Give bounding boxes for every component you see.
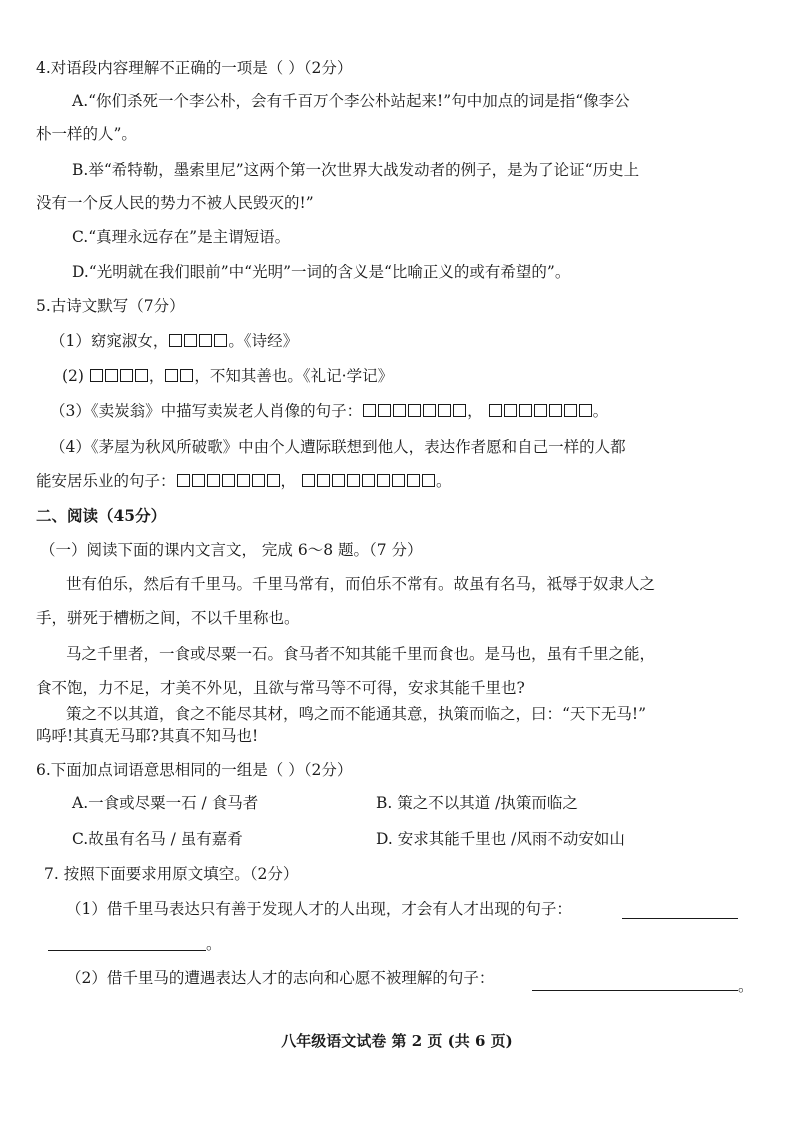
q5-stem: 5.古诗文默写（7分） xyxy=(36,297,185,315)
q5-item3-prefix: （3）《卖炭翁》中描写卖炭老人肖像的句子： xyxy=(50,402,363,420)
answer-boxes[interactable] xyxy=(301,472,436,490)
q4-option-c: C.“真理永远存在”是主谓短语。 xyxy=(72,228,291,246)
answer-blank-line[interactable] xyxy=(532,990,738,991)
q7-item1: （1）借千里马表达只有善于发现人才的人出现，才会有人才出现的句子： xyxy=(66,900,572,918)
q5-item4-suffix: 。 xyxy=(435,472,452,490)
q5-item3-suffix: 。 xyxy=(592,402,609,420)
passage-p2-line2: 食不饱，力不足，才美不外见，且欲与常马等不可得，安求其能千里也? xyxy=(36,679,525,697)
q4-option-b-line1: B.举“希特勒，墨索里尼”这两个第一次世界大战发动者的例子，是为了论证“历史上 xyxy=(72,161,640,179)
q6-option-d: D. 安求其能千里也 /风雨不动安如山 xyxy=(376,830,625,848)
part1-heading: （一）阅读下面的课内文言文， 完成 6～8 题。（7 分） xyxy=(40,541,423,559)
q4-option-d: D.“光明就在我们眼前”中“光明”一词的含义是“比喻正义的或有希望的”。 xyxy=(72,263,571,281)
section2-heading: 二、阅读（45分） xyxy=(36,506,167,525)
q4-option-a-line2: 朴一样的人”。 xyxy=(36,125,137,143)
q5-item4-line2 xyxy=(36,471,451,491)
q5-item2-comma: ， xyxy=(148,367,165,385)
q5-item3-comma: ， xyxy=(467,402,483,420)
passage-p1-line2: 手，骈死于槽枥之间，不以千里称也。 xyxy=(36,609,300,627)
answer-boxes[interactable] xyxy=(176,472,281,490)
page-footer: 八年级语文试卷 第 2 页 (共 6 页) xyxy=(281,1032,513,1050)
q5-item2-prefix: (2) xyxy=(62,367,84,385)
answer-boxes[interactable] xyxy=(89,367,149,385)
passage-p3-line2: 呜呼!其真无马耶?其真不知马也! xyxy=(36,727,259,745)
q5-item2-suffix: ，不知其善也。《礼记·学记》 xyxy=(194,367,394,385)
passage-p2-line1: 马之千里者，一食或尽粟一石。食马者不知其能千里而食也。是马也，虽有千里之能， xyxy=(66,645,656,663)
q7-item2: （2）借千里马的遭遇表达人才的志向和心愿不被理解的句子： xyxy=(66,969,495,987)
q5-item1-suffix: 。《诗经》 xyxy=(228,332,299,350)
answer-boxes[interactable] xyxy=(488,402,593,420)
q6-option-b: B. 策之不以其道 /执策而临之 xyxy=(376,794,578,812)
q4-stem: 4.对语段内容理解不正确的一项是（ ）（2分） xyxy=(36,59,353,77)
passage-p3-line1: 策之不以其道，食之不能尽其材，鸣之而不能通其意，执策而临之，曰：“天下无马!” xyxy=(66,705,647,723)
q4-option-a-line1: A.“你们杀死一个李公朴，会有千百万个李公朴站起来!”句中加点的词是指“像李公 xyxy=(72,92,630,110)
q5-item4-prefix: 能安居乐业的句子： xyxy=(36,472,176,490)
answer-boxes[interactable] xyxy=(362,402,467,420)
q4-option-b-line2: 没有一个反人民的势力不被人民毁灭的!” xyxy=(36,194,314,212)
q7-item2-end: 。 xyxy=(738,977,754,995)
answer-boxes[interactable] xyxy=(164,367,194,385)
q6-option-a: A.一食或尽粟一石 / 食马者 xyxy=(72,794,259,812)
q6-stem: 6.下面加点词语意思相同的一组是（ ）（2分） xyxy=(36,761,353,779)
q5-item4-line1: （4）《茅屋为秋风所破歌》中由个人遭际联想到他人，表达作者愿和自己一样的人都 xyxy=(50,438,626,456)
q5-item3 xyxy=(50,401,608,421)
passage-p1-line1: 世有伯乐，然后有千里马。千里马常有，而伯乐不常有。故虽有名马，祗辱于奴隶人之 xyxy=(66,575,656,593)
q5-item2 xyxy=(62,366,393,386)
answer-boxes[interactable] xyxy=(168,332,228,350)
q7-item1-end: 。 xyxy=(206,935,222,953)
q5-item1-prefix: （1）窈窕淑女， xyxy=(50,332,169,350)
q5-item4-comma: ， xyxy=(280,472,297,490)
answer-blank-line[interactable] xyxy=(48,950,206,951)
answer-blank-line[interactable] xyxy=(622,918,738,919)
q5-item1 xyxy=(50,331,298,351)
q7-stem: 7. 按照下面要求用原文填空。（2分） xyxy=(44,865,299,883)
q6-option-c: C.故虽有名马 / 虽有嘉肴 xyxy=(72,830,243,848)
